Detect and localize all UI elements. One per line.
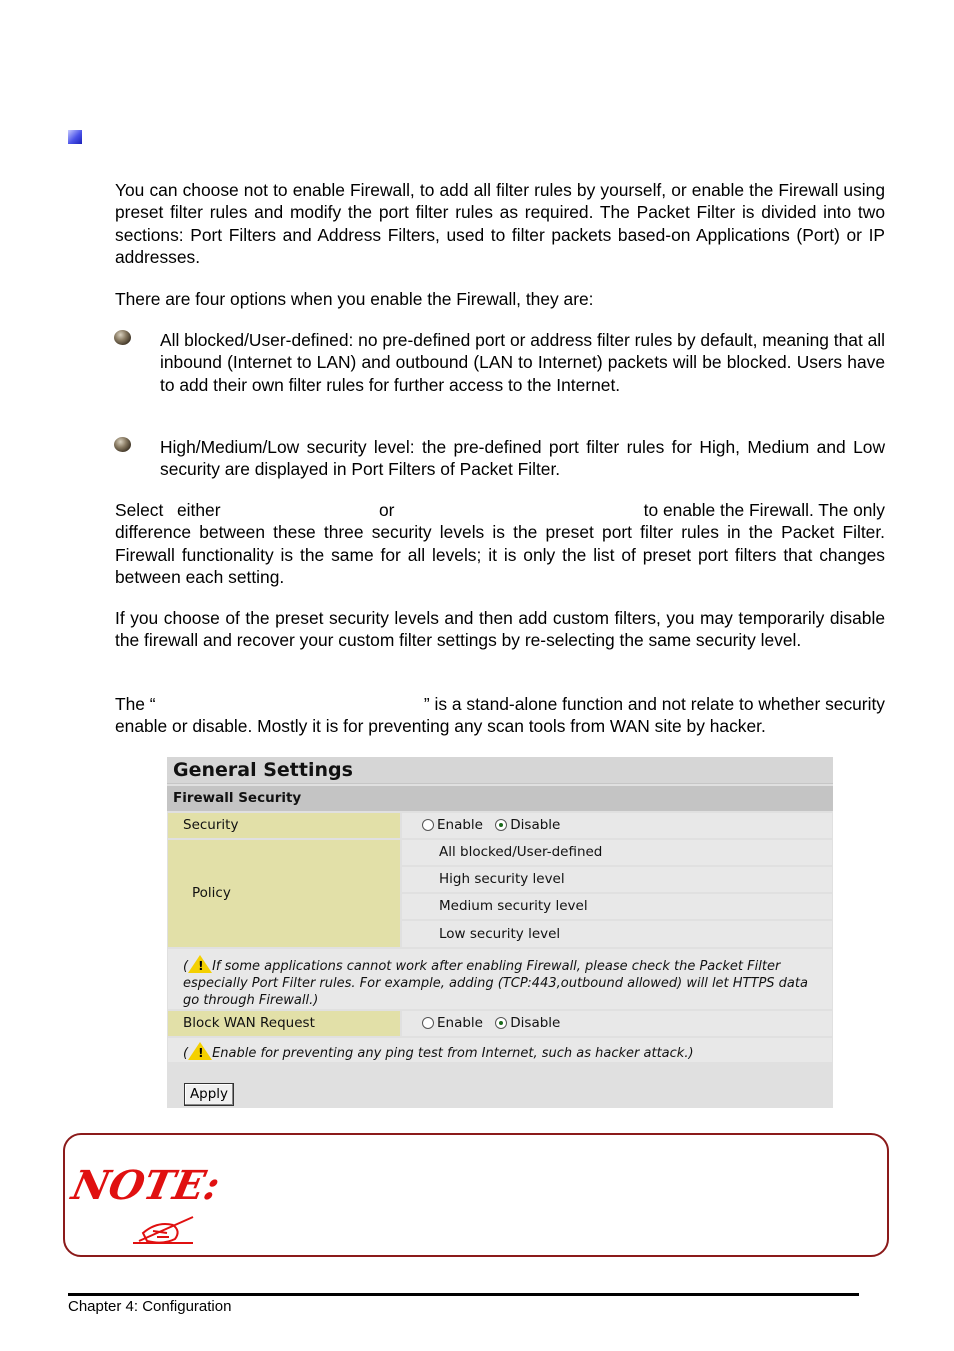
apply-button[interactable]: Apply xyxy=(184,1083,234,1106)
security-radio-group xyxy=(402,813,832,838)
policy-option[interactable]: Low security level xyxy=(402,921,832,947)
note-box xyxy=(63,1133,889,1257)
word-select: Select xyxy=(115,500,164,520)
ping-warning-text: Enable for preventing any ping test from Internet, such as hacker attack.) xyxy=(212,1046,694,1061)
footer-text: Chapter 4: Configuration xyxy=(68,1298,232,1315)
bullet-ball-icon xyxy=(114,437,134,453)
warning-icon xyxy=(188,1042,212,1060)
select-tail: to enable the Firewall. The only xyxy=(643,500,885,520)
options-intro: There are four options when you enable the Firewall, they are: xyxy=(115,289,594,309)
section-bullet-icon xyxy=(68,130,82,144)
block-wan-enable-radio[interactable] xyxy=(422,1017,434,1029)
select-paragraph xyxy=(115,499,885,589)
block-wan-radio-group xyxy=(402,1011,832,1036)
panel-title: General Settings xyxy=(167,757,833,784)
security-label: Security xyxy=(168,813,400,838)
block-wan-disable-radio[interactable] xyxy=(495,1017,507,1029)
bullet-item: High/Medium/Low security level: the pre-defined port filter rules for High, Medium and Low security are displayed in Port Filters of Packet Filter. xyxy=(160,437,885,480)
ping-warning: (! Enable for preventing any ping test from Internet, such as hacker attack.) xyxy=(168,1038,832,1062)
general-settings-panel xyxy=(167,757,833,1108)
choose-paragraph: If you choose of the preset security levels and then add custom filters, you may temporarily disable the firewall and recover your custom filter settings by re-selecting the same security level. xyxy=(115,608,885,651)
the-rest: enable or disable. Mostly it is for preventing any scan tools from WAN site by hacker. xyxy=(115,716,766,737)
select-rest: difference between these three security levels is the preset port filter rules in the Packet Filter. Firewall functionality is the same for all levels; it is only the list of preset port filters that changes between each setting. xyxy=(115,522,885,588)
footer-rule xyxy=(68,1293,859,1296)
enable-label: Enable xyxy=(437,817,483,833)
the-paragraph xyxy=(115,693,885,738)
security-disable-radio[interactable] xyxy=(495,819,507,831)
bullet-ball-icon xyxy=(114,330,134,346)
firewall-warning-text: If some applications cannot work after enabling Firewall, please check the Packet Filter especially Port Filter rules. For example, adding (TCP:443,outbound allowed) will let HTTPS data go through Firewall.) xyxy=(183,959,808,1008)
word-or: or xyxy=(379,500,395,520)
block-wan-label: Block WAN Request xyxy=(168,1011,400,1036)
section-header: Firewall Security xyxy=(167,786,833,811)
policy-label: Policy xyxy=(168,840,400,947)
warning-icon xyxy=(188,955,212,973)
firewall-warning: (! If some applications cannot work after enabling Firewall, please check the Packet Filter especially Port Filter rules. For example, adding (TCP:443,outbound allowed) will let HTTPS data go through Firewall.) xyxy=(168,949,832,1009)
enable-label: Enable xyxy=(437,1015,483,1031)
bullet-item: All blocked/User-defined: no pre-defined port or address filter rules by default, meaning that all inbound (Internet to LAN) and outbound (LAN to Internet) packets will be blocked. Users have to add their own filter rules for further access to the Internet. xyxy=(160,330,886,395)
svg-text:NOTE:: NOTE: xyxy=(67,1161,225,1209)
the-tail: ” is a stand-alone function and not relate to whether security xyxy=(423,694,885,714)
disable-label: Disable xyxy=(510,817,561,833)
intro-paragraph: You can choose not to enable Firewall, to add all filter rules by yourself, or enable the Firewall using preset filter rules and modify the port filter rules as required. The Packet Filter is divided into two sections: Port Filters and Address Filters, used to filter packets based-on Applications (Port) or IP addresses. xyxy=(115,180,885,268)
policy-option[interactable]: High security level xyxy=(402,867,832,892)
note-logo-icon xyxy=(67,1147,225,1257)
the-lead: The “ xyxy=(115,694,156,714)
disable-label: Disable xyxy=(510,1015,561,1031)
policy-option[interactable]: All blocked/User-defined xyxy=(402,840,832,865)
security-enable-radio[interactable] xyxy=(422,819,434,831)
word-either: either xyxy=(177,500,221,520)
policy-option[interactable]: Medium security level xyxy=(402,894,832,919)
